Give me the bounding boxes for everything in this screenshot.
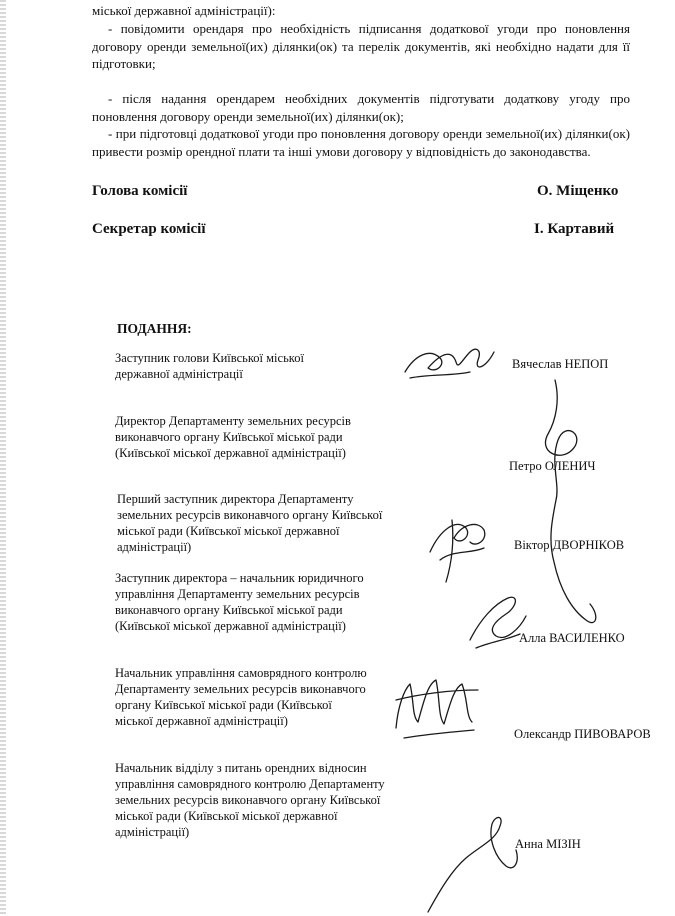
position-1: Заступник голови Київської міської державної адміністрації [115, 351, 304, 381]
position-3: Перший заступник директора Департаменту земельних ресурсів виконавчого органу Київської міської ради (Київської міської державної адміністрації) [117, 492, 383, 554]
paragraph-1: міської державної адміністрації): [92, 3, 276, 18]
paragraph-4: - при підготовці додаткової угоди про поновлення договору оренди земельної(их) ділянки(ок) привести розмір орендної плати та інші умови договору у відповідність до законодавства. [92, 126, 630, 159]
secretary-title: Секретар комісії [92, 221, 206, 237]
signature-vasylenko [470, 597, 526, 648]
paragraph-3: - після надання орендарем необхідних документів підготувати додаткову угоду про поновлення договору оренди земельної(их) ділянки(ок); [92, 91, 630, 124]
signature-mizin [428, 817, 517, 912]
position-6: Начальник відділу з питань орендних відносин управління самоврядного контролю Департаменту земельних ресурсів виконавчого органу Київської міської ради (Київської міської державної адміністрації) [115, 761, 385, 839]
name-2: Петро ОЛЕНИЧ [509, 459, 596, 473]
position-4: Заступник директора – начальник юридичного управління Департаменту земельних ресурсів виконавчого органу Київської міської ради (Київської міської державної адміністрації) [115, 571, 364, 633]
chair-name: О. Міщенко [537, 183, 619, 199]
name-6: Анна МІЗІН [515, 837, 581, 851]
name-1: Вячеслав НЕПОП [512, 357, 609, 371]
signature-pyvovarov [396, 680, 478, 738]
name-4: Алла ВАСИЛЕНКО [519, 631, 625, 645]
signature-olenych [545, 380, 595, 623]
signature-dvornikov [430, 520, 485, 582]
position-2: Директор Департаменту земельних ресурсів виконавчого органу Київської міської ради (Київської міської державної адміністрації) [115, 414, 351, 460]
name-3: Віктор ДВОРНІКОВ [514, 538, 625, 552]
name-5: Олександр ПИВОВАРОВ [514, 727, 651, 741]
chair-title: Голова комісії [92, 183, 188, 199]
paragraph-2: - повідомити орендаря про необхідність підписання додаткової угоди про поновлення договору оренди земельної(их) ділянки(ок) та перелік документів, які необхідно надати для її підготовки; [92, 21, 630, 71]
scan-edge [0, 0, 6, 916]
signature-nepop [405, 349, 494, 372]
submission-heading: ПОДАННЯ: [117, 321, 192, 336]
secretary-name: І. Картавий [534, 221, 615, 237]
position-5: Начальник управління самоврядного контролю Департаменту земельних ресурсів виконавчого органу Київської міської ради (Київської міської державної адміністрації) [115, 666, 367, 728]
